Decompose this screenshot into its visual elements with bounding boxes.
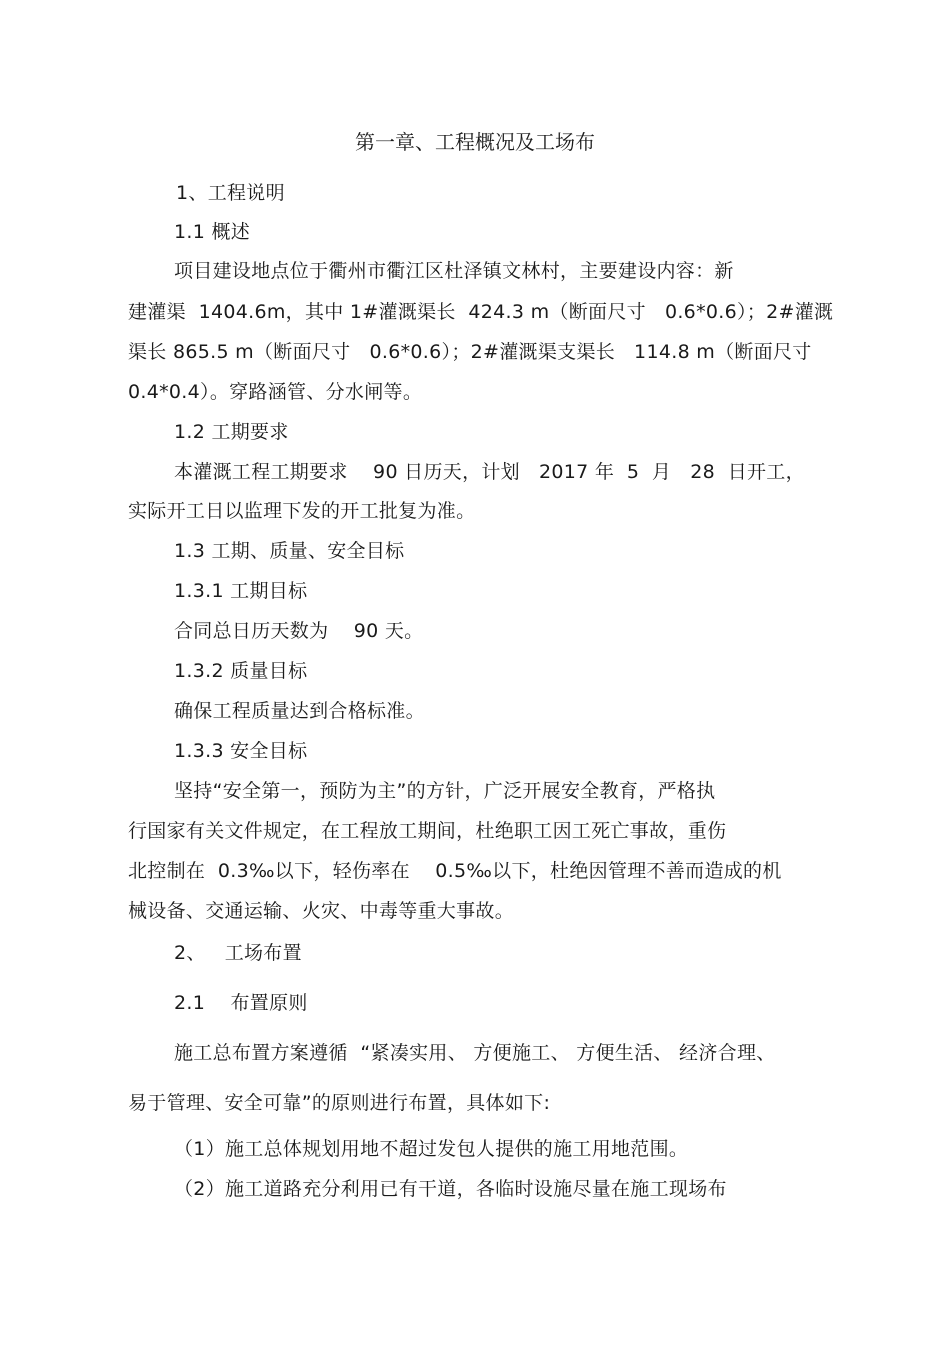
duration-goal-text: 合同总日历天数为 90 天。 <box>174 620 424 642</box>
section-1-3-2-heading: 1.3.2 质量目标 <box>174 660 308 682</box>
schedule-paragraph-line: 本灌溉工程工期要求 90 日历天，计划 2017 年 5 月 28 日开工， <box>174 461 805 483</box>
section-1-1-heading: 1.1 概述 <box>174 221 251 243</box>
safety-paragraph-line: 坚持“安全第一，预防为主”的方针，广泛开展安全教育，严格执 <box>174 780 716 802</box>
quality-goal-text: 确保工程质量达到合格标准。 <box>174 700 425 722</box>
section-1-heading: 1、工程说明 <box>176 182 285 204</box>
overview-paragraph-line: 0.4*0.4）。穿路涵管、分水闸等。 <box>128 381 423 403</box>
principle-paragraph-line: 易于管理、安全可靠”的原则进行布置，具体如下: <box>128 1092 551 1114</box>
section-2-heading: 2、 工场布置 <box>174 942 302 964</box>
principle-list-item: （1）施工总体规划用地不超过发包人提供的施工用地范围。 <box>174 1138 689 1160</box>
safety-paragraph-line: 北控制在 0.3‰以下，轻伤率在 0.5‰以下，杜绝因管理不善而造成的机 <box>128 860 782 882</box>
principle-paragraph-line: 施工总布置方案遵循 “紧凑实用、 方便施工、 方便生活、 经济合理、 <box>174 1042 776 1064</box>
section-1-3-heading: 1.3 工期、质量、安全目标 <box>174 540 405 562</box>
overview-paragraph-line: 渠长 865.5 m（断面尺寸 0.6*0.6）；2#灌溉渠支渠长 114.8 m（断面尺寸 <box>128 341 812 363</box>
section-2-1-heading: 2.1 布置原则 <box>174 992 308 1014</box>
section-1-3-1-heading: 1.3.1 工期目标 <box>174 580 308 602</box>
overview-paragraph-line: 建灌渠 1404.6m，其中 1#灌溉渠长 424.3 m（断面尺寸 0.6*0.6）；2#灌溉 <box>128 301 834 323</box>
safety-paragraph-line: 械设备、交通运输、火灾、中毒等重大事故。 <box>128 900 515 922</box>
section-1-2-heading: 1.2 工期要求 <box>174 421 289 443</box>
overview-paragraph-line: 项目建设地点位于衢州市衢江区杜泽镇文林村，主要建设内容：新 <box>174 260 734 282</box>
chapter-title: 第一章、工程概况及工场布 <box>355 130 595 154</box>
safety-paragraph-line: 行国家有关文件规定，在工程放工期间，杜绝职工因工死亡事故，重伤 <box>128 820 727 842</box>
section-1-3-3-heading: 1.3.3 安全目标 <box>174 740 308 762</box>
principle-list-item: （2）施工道路充分利用已有干道，各临时设施尽量在施工现场布 <box>174 1178 727 1200</box>
schedule-paragraph-line: 实际开工日以监理下发的开工批复为准。 <box>128 500 476 522</box>
